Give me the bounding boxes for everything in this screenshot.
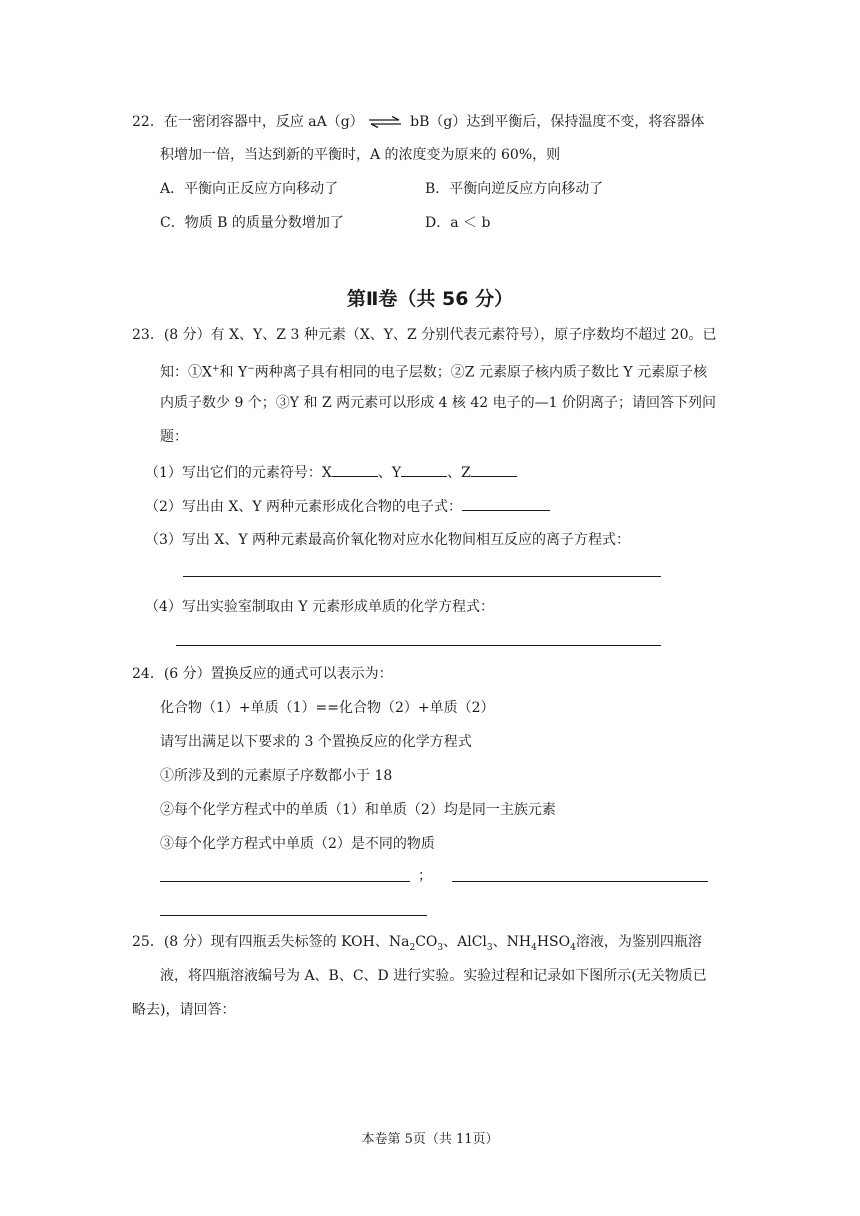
q25-line1-f: 溶液，为鉴别四瓶溶	[575, 934, 702, 950]
q23-line4: 题：	[160, 429, 188, 445]
q25-line1-a: 25．(8 分）现有四瓶丢失标签的 KOH、Na	[132, 934, 410, 950]
answer-line-equation-3[interactable]	[160, 915, 427, 916]
q24-line5: ②每个化学方程式中的单质（1）和单质（2）均是同一主族元素	[160, 802, 556, 818]
q25-line1-e: HSO	[536, 934, 571, 950]
q25-line1-s1: 2	[409, 942, 416, 953]
q23-line2-b: 和 Y	[219, 364, 248, 381]
q23-line3: 内质子数少 9 个；③Y 和 Z 两元素可以形成 4 核 42 电子的—1 价阴离子；请回答下列问	[160, 395, 717, 411]
q23-line2-c: 两种离子具有相同的电子层数；②Z 元素原子核内质子数比 Y 元素原子核	[254, 364, 708, 381]
q22-line1	[132, 112, 704, 132]
answer-line-lab-equation[interactable]	[176, 645, 661, 646]
q25-line1-s5: 4	[570, 942, 576, 953]
answer-line-equation-2[interactable]	[452, 881, 708, 882]
q24-line4: ①所涉及到的元素原子序数都小于 18	[160, 768, 393, 784]
answer-line-equation-1[interactable]	[160, 881, 410, 882]
page-footer: 本卷第 5页（共 11页）	[361, 1132, 499, 1147]
q23-sub3: （3）写出 X、Y 两种元素最高价氧化物对应水化物间相互反应的离子方程式：	[145, 532, 631, 548]
q25-line1-d: 、NH	[492, 934, 532, 950]
q25-line3: 略去)，请回答：	[132, 1002, 236, 1018]
section-title: 第Ⅱ卷（共 56 分）	[346, 288, 514, 310]
equilibrium-arrow-icon	[368, 116, 402, 128]
q25-line2: 液，将四瓶溶液编号为 A、B、C、D 进行实验。实验过程和记录如下图所示(无关物质已	[160, 968, 707, 984]
answer-blank-z[interactable]	[471, 462, 517, 477]
q23-sub2	[145, 496, 550, 517]
q23-line2	[160, 359, 707, 383]
answer-blank-y[interactable]	[401, 462, 447, 477]
q23-sub1	[145, 462, 517, 483]
q24-line6: ③每个化学方程式中单质（2）是不同的物质	[160, 836, 435, 852]
q23-line1: 23．(8 分）有 X、Y、Z 3 种元素（X、Y、Z 分别代表元素符号），原子序数均不超过 20。已	[132, 327, 717, 343]
q23-sub4: （4）写出实验室制取由 Y 元素形成单质的化学方程式：	[145, 599, 495, 615]
q24-line1: 24．(6 分）置换反应的通式可以表示为：	[132, 666, 393, 682]
q22-option-a: A．平衡向正反应方向移动了	[160, 181, 339, 197]
q23-line2-a: 知：①X	[160, 364, 212, 381]
q25-line1-s2: 3	[437, 942, 444, 953]
q22-option-c: C．物质 B 的质量分数增加了	[160, 215, 344, 231]
q25-line1-c: 、AlCl	[443, 934, 487, 950]
q22-option-d: D．a ＜ b	[425, 215, 491, 231]
q23-line2-sup2: −	[247, 364, 255, 374]
q23-sub2-text: （2）写出由 X、Y 两种元素形成化合物的电子式：	[145, 499, 463, 515]
q23-sub1-a: （1）写出它们的元素符号：X	[145, 465, 332, 481]
q22-option-b: B．平衡向逆反应方向移动了	[425, 181, 604, 197]
q22-line2: 积增加一倍，当达到新的平衡时，A 的浓度变为原来的 60%，则	[160, 147, 561, 163]
q25-line1	[132, 932, 702, 958]
answer-blank-x[interactable]	[332, 462, 378, 477]
q25-line1-s4: 4	[531, 942, 537, 953]
q22-line1-text-b: bB（g）达到平衡后，保持温度不变，将容器体	[405, 114, 705, 130]
q24-separator: ；	[418, 868, 432, 884]
answer-line-ionic-equation[interactable]	[183, 576, 661, 577]
q23-sub1-b: 、Y	[377, 465, 402, 481]
q25-line1-b: CO	[415, 934, 438, 950]
q23-sub1-c: 、Z	[447, 465, 471, 481]
q25-line1-s3: 3	[486, 942, 493, 953]
q22-line1-text-a: 22．在一密闭容器中，反应 aA（g）	[132, 114, 364, 130]
q24-line3: 请写出满足以下要求的 3 个置换反应的化学方程式	[160, 734, 472, 750]
answer-blank-electron-formula[interactable]	[462, 496, 550, 511]
q23-line2-sup1: +	[211, 364, 220, 374]
q24-line2: 化合物（1）+单质（1）==化合物（2）+单质（2）	[160, 700, 495, 716]
